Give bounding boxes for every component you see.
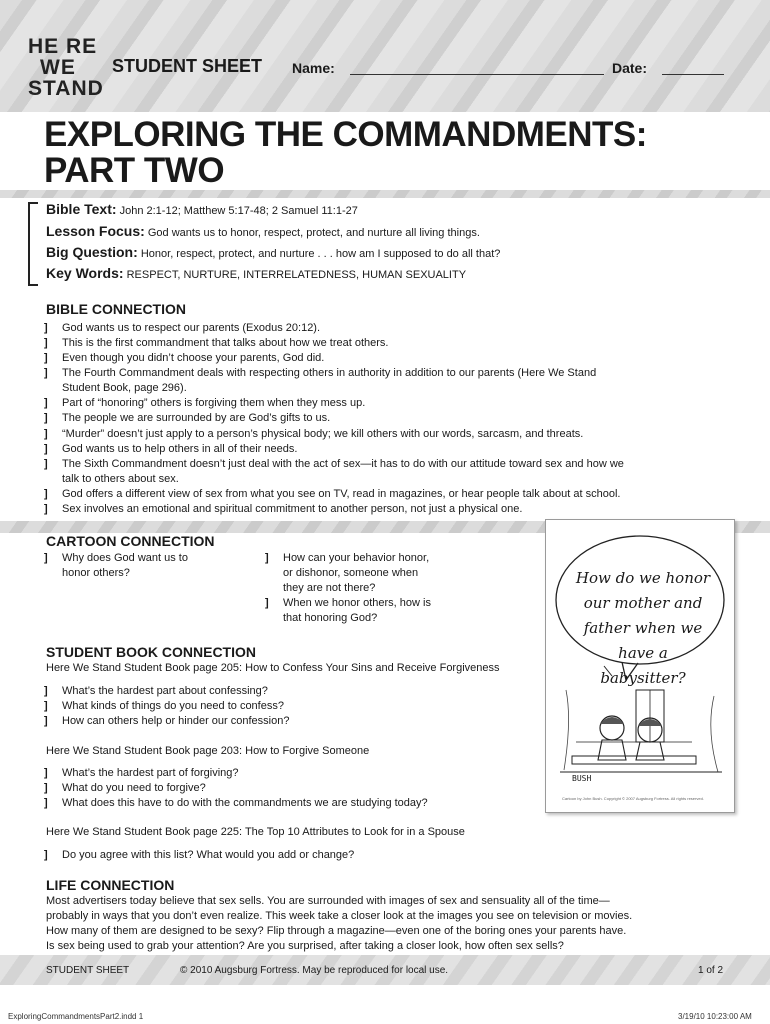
list-item-text: What’s the hardest part about confessing? bbox=[62, 685, 268, 697]
list-item-text: What does this have to do with the commandments we are studying today? bbox=[62, 797, 428, 809]
bullet-icon: ] bbox=[44, 322, 48, 334]
list-item-text: “Murder” doesn’t just apply to a person’s physical body; we kill others with our words, sarcasm, and threats. bbox=[62, 428, 584, 440]
paragraph-line: probably in ways that you don’t even realize. This week take a closer look at the images you see on television or movies. bbox=[46, 910, 633, 922]
book-reference: Here We Stand Student Book page 205: How to Confess Your Sins and Receive Forgiveness bbox=[46, 662, 500, 674]
bullet-icon: ] bbox=[44, 443, 48, 455]
bullet-icon: ] bbox=[44, 715, 48, 727]
lesson-focus bbox=[46, 223, 480, 239]
book-reference: Here We Stand Student Book page 203: How to Forgive Someone bbox=[46, 745, 370, 757]
bullet-icon: ] bbox=[44, 397, 48, 409]
divider-strip bbox=[0, 190, 770, 198]
footer-copyright: © 2010 Augsburg Fortress. May be reproduced for local use. bbox=[180, 965, 449, 976]
list-item-text: What do you need to forgive? bbox=[62, 782, 206, 794]
bullet-icon: ] bbox=[44, 797, 48, 809]
list-item-text: they are not there? bbox=[283, 582, 376, 594]
paragraph-line: Most advertisers today believe that sex sells. You are surrounded with images of sex and sensuality all of the time— bbox=[46, 895, 610, 907]
book-reference: Here We Stand Student Book page 225: The Top 10 Attributes to Look for in a Spouse bbox=[46, 826, 465, 838]
caption-line: How do we honor bbox=[575, 569, 711, 587]
logo-line: WE bbox=[40, 56, 76, 79]
big-question-label: Big Question: bbox=[46, 244, 138, 260]
file-name: ExploringCommandmentsPart2.indd 1 bbox=[8, 1012, 144, 1021]
cartoon-caption bbox=[568, 566, 718, 691]
bible-connection-heading: BIBLE CONNECTION bbox=[46, 301, 186, 317]
list-item-text: How can others help or hinder our confession? bbox=[62, 715, 290, 727]
title-line: PART TWO bbox=[44, 151, 225, 190]
name-field[interactable] bbox=[350, 74, 604, 75]
caption-line: have a bbox=[618, 644, 668, 662]
bullet-icon: ] bbox=[44, 367, 48, 379]
list-item-text: The people we are surrounded by are God’s gifts to us. bbox=[62, 412, 331, 424]
logo-line: STAND bbox=[28, 77, 104, 100]
list-item-text: Student Book, page 296). bbox=[62, 382, 187, 394]
key-words-label: Key Words: bbox=[46, 265, 124, 281]
bullet-icon: ] bbox=[44, 700, 48, 712]
key-words-value: RESPECT, NURTURE, INTERRELATEDNESS, HUMAN SEXUALITY bbox=[126, 269, 467, 281]
cartoon-illustration bbox=[545, 519, 735, 813]
date-label: Date: bbox=[612, 60, 648, 76]
bullet-icon: ] bbox=[44, 428, 48, 440]
bullet-icon: ] bbox=[44, 352, 48, 364]
bible-text-label: Bible Text: bbox=[46, 201, 117, 217]
bullet-icon: ] bbox=[44, 458, 48, 470]
page-title bbox=[44, 117, 647, 189]
bible-text bbox=[46, 201, 358, 217]
lesson-focus-label: Lesson Focus: bbox=[46, 223, 145, 239]
list-item-text: Why does God want us to bbox=[62, 552, 188, 564]
list-item-text: The Fourth Commandment deals with respecting others in authority in addition to our parents (Here We Stand bbox=[62, 367, 597, 379]
big-question-value: Honor, respect, protect, and nurture . . . how am I supposed to do all that? bbox=[140, 248, 501, 260]
list-item-text: Even though you didn’t choose your parents, God did. bbox=[62, 352, 325, 364]
footer-label: STUDENT SHEET bbox=[46, 965, 130, 976]
list-item-text: The Sixth Commandment doesn’t just deal with the act of sex—it has to do with our attitude toward sex and how we bbox=[62, 458, 624, 470]
bullet-icon: ] bbox=[44, 782, 48, 794]
caption-line: our mother and bbox=[583, 594, 703, 612]
key-words bbox=[46, 265, 466, 281]
list-item-text: God wants us to respect our parents (Exodus 20:12). bbox=[62, 322, 321, 334]
list-item-text: How can your behavior honor, bbox=[283, 552, 430, 564]
bullet-icon: ] bbox=[44, 337, 48, 349]
list-item-text: When we honor others, how is bbox=[283, 597, 431, 609]
bullet-icon: ] bbox=[44, 503, 48, 515]
date-field[interactable] bbox=[662, 74, 724, 75]
caption-line: babysitter? bbox=[600, 669, 686, 687]
bullet-icon: ] bbox=[44, 849, 48, 861]
bullet-icon: ] bbox=[44, 767, 48, 779]
list-item-text: This is the first commandment that talks about how we treat others. bbox=[62, 337, 389, 349]
bullet-icon: ] bbox=[265, 552, 269, 564]
bullet-icon: ] bbox=[44, 552, 48, 564]
paragraph-line: Is sex being used to grab your attention? Are you surprised, after taking a closer look, how often sex sells? bbox=[46, 940, 564, 952]
bullet-icon: ] bbox=[265, 597, 269, 609]
list-item-text: that honoring God? bbox=[283, 612, 378, 624]
list-item-text: God offers a different view of sex from what you see on TV, read in magazines, or hear people talk about at school. bbox=[62, 488, 621, 500]
list-item-text: honor others? bbox=[62, 567, 130, 579]
sheet-label: STUDENT SHEET bbox=[112, 56, 263, 76]
cartoon-connection-heading: CARTOON CONNECTION bbox=[46, 533, 215, 549]
bible-text-value: John 2:1-12; Matthew 5:17-48; 2 Samuel 11:1-27 bbox=[119, 205, 358, 217]
title-line: EXPLORING THE COMMANDMENTS: bbox=[44, 115, 647, 154]
list-item-text: or dishonor, someone when bbox=[283, 567, 419, 579]
list-item-text: talk to others about sex. bbox=[62, 473, 179, 485]
cartoon-signature: BUSH bbox=[572, 774, 592, 783]
bullet-icon: ] bbox=[44, 685, 48, 697]
list-item-text: What’s the hardest part of forgiving? bbox=[62, 767, 239, 779]
big-question bbox=[46, 244, 500, 260]
list-item-text: God wants us to help others in all of their needs. bbox=[62, 443, 298, 455]
bullet-icon: ] bbox=[44, 488, 48, 500]
life-connection-heading: LIFE CONNECTION bbox=[46, 877, 175, 893]
caption-line: father when we bbox=[583, 619, 703, 637]
paragraph-line: How many of them are designed to be sexy? Flip through a magazine—even one of the boring ones your parents have. bbox=[46, 925, 627, 937]
page-number: 1 of 2 bbox=[698, 965, 724, 976]
list-item-text: Sex involves an emotional and spiritual commitment to another person, not just a physical one. bbox=[62, 503, 523, 515]
student-book-connection-heading: STUDENT BOOK CONNECTION bbox=[46, 644, 256, 660]
list-item-text: What kinds of things do you need to confess? bbox=[62, 700, 284, 712]
cartoon-credit: Cartoon by John Bush. Copyright © 2007 Augsburg Fortress. All rights reserved. bbox=[562, 796, 704, 801]
bullet-icon: ] bbox=[44, 412, 48, 424]
list-item-text: Part of “honoring” others is forgiving them when they mess up. bbox=[62, 397, 366, 409]
logo-line: HE RE bbox=[28, 35, 98, 58]
list-item-text: Do you agree with this list? What would you add or change? bbox=[62, 849, 355, 861]
bracket-decoration bbox=[28, 202, 38, 286]
file-date: 3/19/10 10:23:00 AM bbox=[678, 1012, 752, 1021]
here-we-stand-logo bbox=[28, 35, 104, 106]
lesson-focus-value: God wants us to honor, respect, protect, and nurture all living things. bbox=[147, 227, 480, 239]
name-label: Name: bbox=[292, 60, 335, 76]
